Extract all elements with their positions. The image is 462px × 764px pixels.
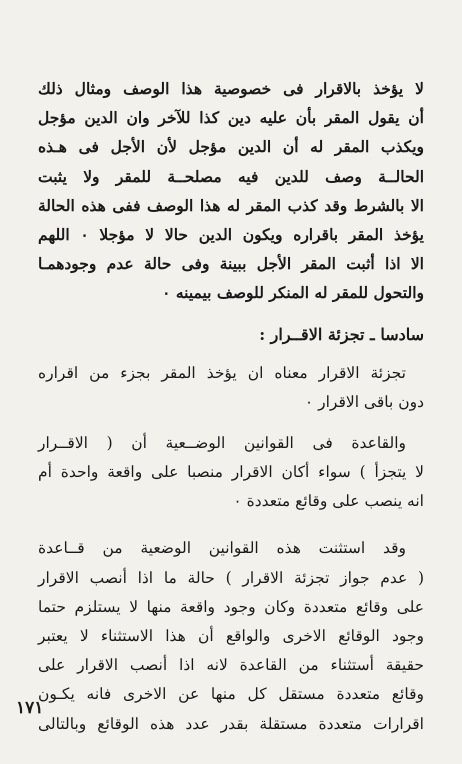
text-line: ( عدم جواز تجزئة الاقرار ) حالة ما اذا أنصب الاقرار (38, 568, 424, 587)
text-line: والتحول للمقر له المنكر للوصف بيمينه ٠ (162, 283, 424, 303)
page-number: ١٧١ (16, 698, 44, 718)
text-line: وجود الوقائع الاخرى والواقع أن هذا الاستثناء لا يعتبر (38, 627, 424, 645)
text-line: انه ينصب على وقائع متعددة ٠ (233, 492, 424, 511)
text-line: اقرارات متعددة مستقلة بقدر عدد هذه الوقائع وبالتالى (38, 714, 424, 733)
paragraph-1 (38, 74, 424, 308)
paragraph-3 (38, 429, 424, 458)
text-line: لا يتجزأ ) سواء أكان الاقرار منصبا على واقعة واحدة أم (38, 463, 424, 482)
paragraph-4 (38, 534, 424, 563)
text-line: أن يقول المقر بأن عليه دين كذا للآخر وان الدين مؤجل (38, 108, 424, 128)
text-line: الا بالشرط وقد كذب المقر له هذا الوصف ففى هذه الحالة (38, 195, 424, 215)
paragraph-gap (38, 516, 424, 534)
text-line: والقاعدة فى القوانين الوضــعية أن ( الاقــرار (38, 433, 406, 452)
paragraph-gap (38, 417, 424, 429)
text-line: يؤخذ المقر باقراره ويكون الدين حالا لا مؤجلا ٠ اللهم (38, 224, 424, 244)
text-line: على وقائع متعددة وكان وجود واقعة منها لا يستلزم حتما (38, 597, 424, 616)
section-heading: سادسا ـ تجزئة الاقــرار : (259, 324, 424, 344)
text-line: وقد استثنت هذه القوانين الوضعية من قــاعدة (38, 539, 406, 558)
paragraph-2 (38, 359, 424, 388)
text-line: حقيقة أستثناء من القاعدة لانه اذا أنصب الاقرار على (38, 656, 424, 675)
text-line: لا يؤخذ بالاقرار فى خصوصية هذا الوصف ومثال ذلك (38, 79, 424, 98)
text-line: الا اذا أثبت المقر الأجل ببينة وفى حالة عدم وجودهمـا (38, 254, 424, 274)
text-line: وقائع متعددة مستقل كل منها عن الاخرى فانه يكـون (38, 685, 424, 704)
paragraph-3-cont (38, 458, 424, 516)
text-line: تجزئة الاقرار معناه ان يؤخذ المقر بجزء من اقراره (38, 363, 406, 382)
text-line: الحالــة وصف للدين فيه مصلحــة للمقر ولا يثبت (38, 166, 424, 186)
text-line: ويكذب المقر له أن الدين مؤجل لأن الأجل فى هـذه (38, 137, 424, 157)
text-line: دون باقى الاقرار ٠ (304, 392, 424, 411)
paragraph-2-cont (38, 388, 424, 417)
paragraph-4-cont (38, 564, 424, 739)
